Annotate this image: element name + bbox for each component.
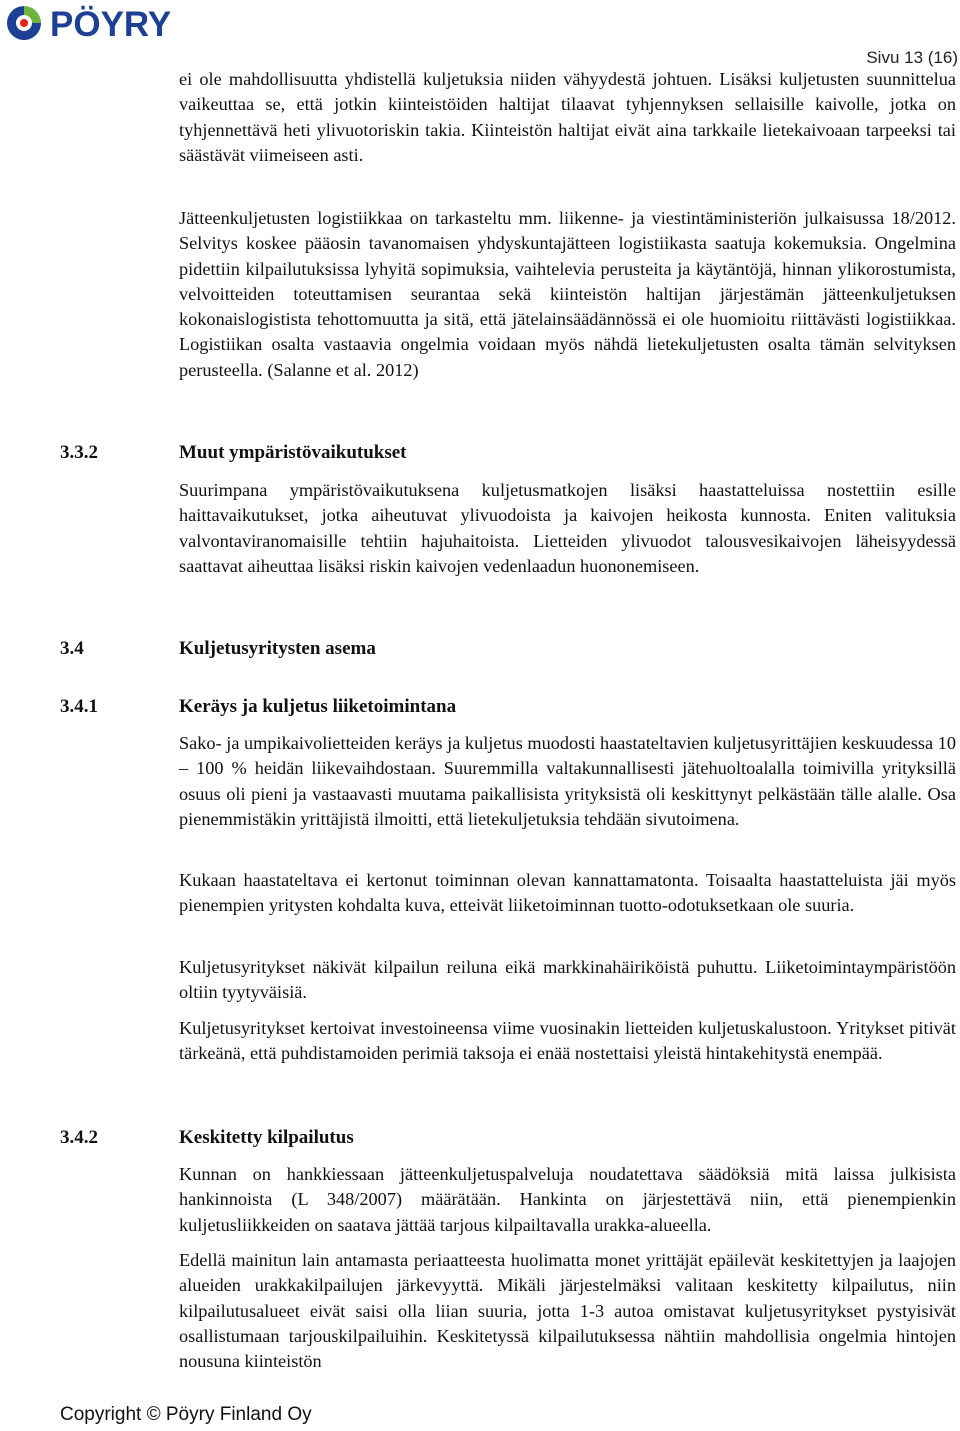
paragraph: Suurimpana ympäristövaikutuksena kuljetusmatkojen lisäksi haastatteluissa nostettiin esille haittavaikutukset, jotka aiheutuvat ylivuodoista ja kaivojen heikosta kunnosta. Eniten valituksia valvontaviranomaisille tehtiin hajuhaitoista. Lietteiden ylivuodot talousvesikaivojen läheisyydessä saattavat aiheuttaa lisäksi riskin kaivojen vedenlaadun huononemiseen. — [179, 480, 956, 576]
poyry-logo — [4, 3, 244, 43]
paragraph: Sako- ja umpikaivolietteiden keräys ja kuljetus muodosti haastateltavien kuljetusyrittäjien keskuudessa 10 – 100 % heidän liikevaihdostaan. Suuremmilla valtakunnallisesti jätehuoltoalalla toimivilla yrityksillä osuus oli pieni ja vastaavasti muutama paikallisista yrityksistä oli keskittynyt pelkästään tälle alalle. Osa pienemmistäkin yrittäjistä ilmoitti, että lietekuljetuksia tehdään sivutoimena. — [179, 733, 956, 829]
paragraph: Edellä mainitun lain antamasta periaatteesta huolimatta monet yrittäjät epäilevät keskitettyjen ja laajojen alueiden urakkakilpailujen järkevyyttä. Mikäli järjestelmäksi valitaan keskitetty kilpailutus, niin kilpailutusalueet eivät saisi olla liian suuria, jotta 1-3 autoa omistavat kuljetusyritykset pystyisivät osallistumaan tarjouskilpailuihin. Keskitetyssä kilpailutuksessa nähtiin mahdollisia ongelmia hintojen nousuna kiinteistön — [179, 1250, 956, 1372]
section-number: 3.3.2 — [60, 442, 98, 463]
page-number: Sivu 13 (16) — [866, 48, 958, 67]
section-number: 3.4.2 — [60, 1127, 98, 1148]
paragraph: Kukaan haastateltava ei kertonut toiminnan olevan kannattamatonta. Toisaalta haastatteluista jäi myös pienempien yritysten kohdalta kuva, etteivät liiketoiminnan tuotto-odotuksetkaan ole suuria. — [179, 870, 956, 916]
footer-copyright: Copyright © Pöyry Finland Oy — [60, 1404, 312, 1425]
paragraph: ei ole mahdollisuutta yhdistellä kuljetuksia niiden vähyydestä johtuen. Lisäksi kuljetusten suunnittelua vaikeuttaa se, että jotkin kiinteistöiden haltijat tilaavat tyhjennyksen sellaisille kaivolle, jotka on tyhjennettävä heti ylivuotoriskin takia. Kiinteistön haltijat eivät aina tarkkaile lietekaivoaan tarpeeksi tai säästävät viimeiseen asti. — [179, 69, 956, 165]
poyry-logo-text: PÖYRY — [50, 5, 172, 43]
section-heading-3-4-2 — [60, 1125, 956, 1151]
paragraph: Kunnan on hankkiessaan jätteenkuljetuspalveluja noudatettava säädöksiä mitä laissa julkisista hankinnoista (L 348/2007) määrätään. Hankinta on järjestettävä niin, että pienempienkin kuljetusliikkeiden on saatava jättää tarjous kilpailtavalla urakka-alueella. — [179, 1164, 956, 1235]
section-heading-3-3-2 — [60, 440, 956, 466]
paragraph: Jätteenkuljetusten logistiikkaa on tarkasteltu mm. liikenne- ja viestintäministeriön julkaisussa 18/2012. Selvitys koskee pääosin tavanomaisen yhdyskuntajätteen logistiikasta saatuja kokemuksia. Ongelmina pidettiin kilpailutuksissa lyhyitä sopimuksia, vaihtelevia perusteita ja käytäntöjä, hinnan ylikorostumista, velvoitteiden toteuttamisen seurantaa sekä kiinteistön haltijan järjestämän jätteenkuljetuksen kokonaislogistista tehottomuutta ja sitä, että jätelainsäädännössä ei ole huomioitu riittävästi logistiikkaa. Logistiikan osalta vastaavia ongelmia voidaan myös nähdä lietekuljetusten osalta tämän selvityksen perusteella. (Salanne et al. 2012) — [179, 208, 956, 380]
section-title: Keskitetty kilpailutus — [179, 1127, 354, 1148]
paragraph: Kuljetusyritykset kertoivat investoineensa viime vuosinakin lietteiden kuljetuskalustoon. Yritykset pitivät tärkeänä, että puhdistamoiden perimiä taksoja ei enää nostettaisi yleistä hintakehitystä enempää. — [179, 1018, 956, 1064]
poyry-emblem-icon — [7, 6, 41, 40]
section-number: 3.4 — [60, 638, 84, 659]
section-title: Keräys ja kuljetus liiketoimintana — [179, 696, 457, 717]
section-heading-3-4-1 — [60, 694, 956, 720]
section-title: Muut ympäristövaikutukset — [179, 442, 407, 463]
paragraph: Kuljetusyritykset näkivät kilpailun reiluna eikä markkinahäiriköistä puhuttu. Liiketoimintaympäristöön oltiin tyytyväisiä. — [179, 957, 956, 1003]
section-heading-3-4 — [60, 636, 956, 662]
section-title: Kuljetusyritysten asema — [179, 638, 376, 659]
poyry-logo-graphic — [4, 3, 244, 43]
section-number: 3.4.1 — [60, 696, 98, 717]
